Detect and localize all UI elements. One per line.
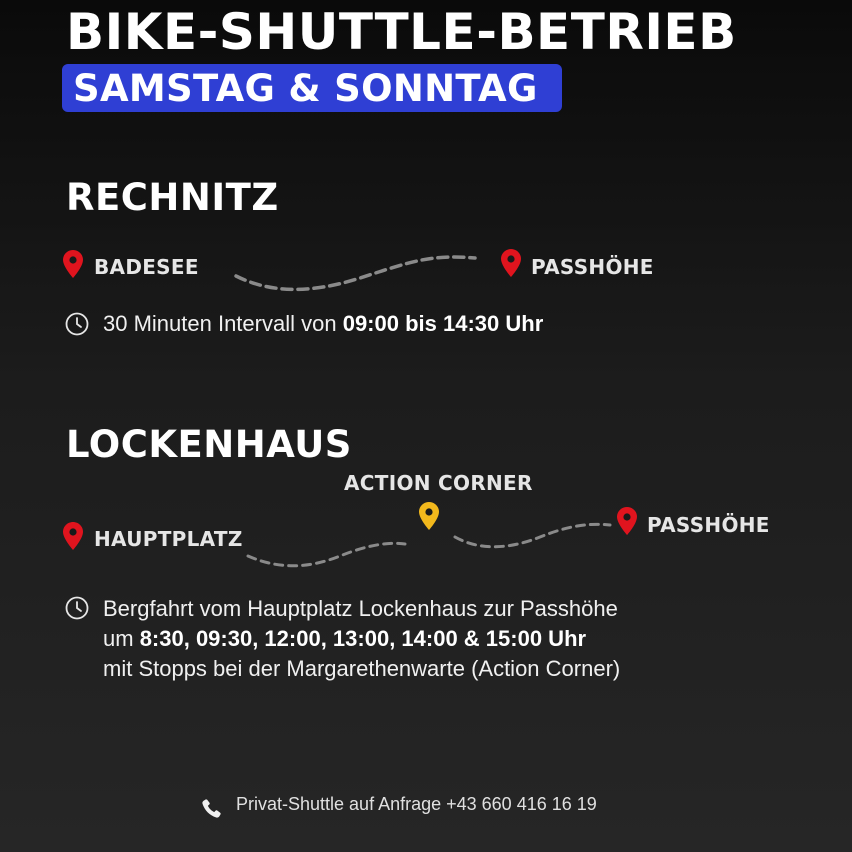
phone-icon (199, 797, 223, 821)
stop-hauptplatz: HAUPTPLATZ (94, 527, 243, 551)
map-pin-icon (617, 507, 637, 535)
days-badge (62, 64, 562, 112)
route-line-lockenhaus-2 (450, 515, 615, 555)
section-title-rechnitz: RECHNITZ (66, 176, 279, 219)
stop-passhoehe-lockenhaus: PASSHÖHE (647, 513, 770, 537)
schedule-line-2: um 8:30, 09:30, 12:00, 13:00, 14:00 & 15:00 Uhr (103, 626, 587, 651)
map-pin-icon (63, 250, 83, 278)
map-pin-icon (501, 249, 521, 277)
map-pin-icon (63, 522, 83, 550)
route-line-rechnitz (230, 248, 480, 298)
stop-passhoehe-rechnitz: PASSHÖHE (531, 255, 654, 279)
page-title: BIKE-SHUTTLE-BETRIEB (66, 3, 737, 61)
clock-icon (65, 312, 89, 336)
section-title-lockenhaus: LOCKENHAUS (66, 423, 352, 466)
route-line-lockenhaus-1 (240, 530, 410, 575)
stop-badesee: BADESEE (94, 255, 199, 279)
days-label: SAMSTAG & SONNTAG (73, 66, 538, 110)
clock-icon (65, 596, 89, 620)
private-shuttle-contact: Privat-Shuttle auf Anfrage +43 660 416 16 19 (236, 794, 597, 814)
schedule-rechnitz: 30 Minuten Intervall von 09:00 bis 14:30 Uhr (103, 311, 544, 336)
stop-action-corner: ACTION CORNER (344, 471, 533, 495)
schedule-line-3: mit Stopps bei der Margarethenwarte (Action Corner) (103, 656, 621, 681)
map-pin-icon (419, 502, 439, 530)
schedule-line-1: Bergfahrt vom Hauptplatz Lockenhaus zur Passhöhe (103, 596, 618, 621)
schedule-lockenhaus (103, 594, 620, 684)
